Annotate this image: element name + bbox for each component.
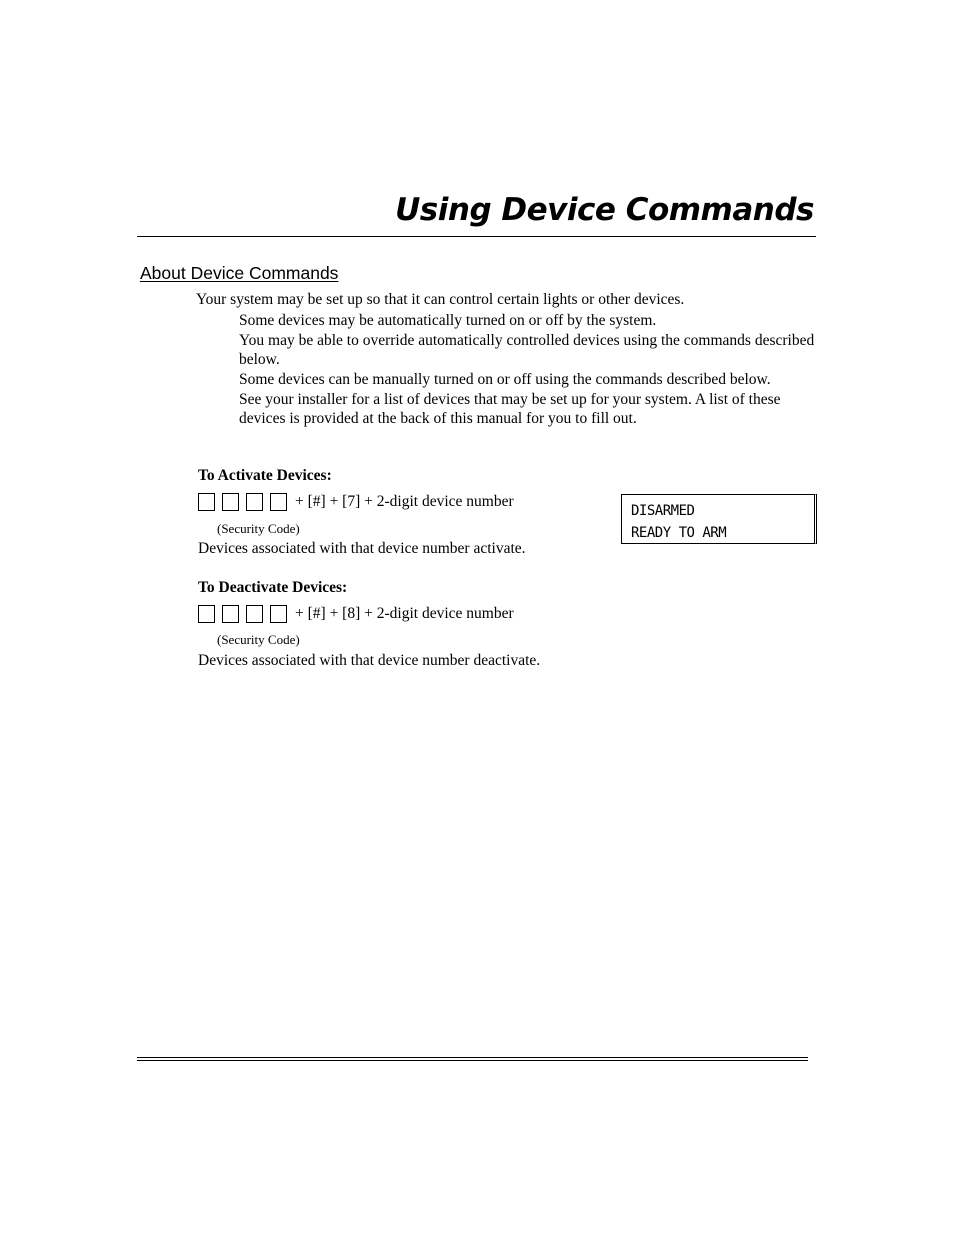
deactivate-key-sequence [198, 604, 514, 624]
list-item: You may be able to override automatically controlled devices using the commands described below. [239, 332, 815, 368]
activate-code-caption: (Security Code) [217, 521, 300, 536]
list-item: Some devices may be automatically turned on or off by the system. [239, 312, 657, 329]
bullet-list [239, 311, 819, 429]
security-code-digit-box [246, 605, 263, 623]
deactivate-command-text: + [#] + [8] + 2-digit device number [295, 605, 514, 622]
security-code-digit-box [198, 605, 215, 623]
lcd-line-2: READY TO ARM [631, 525, 727, 541]
deactivate-heading: To Deactivate Devices: [198, 579, 348, 596]
security-code-digit-box [222, 493, 239, 511]
title-rule [137, 236, 816, 237]
chapter-title: Using Device Commands [395, 192, 814, 228]
security-code-digit-box [270, 493, 287, 511]
security-code-digit-box [246, 493, 263, 511]
footer-rule [137, 1060, 808, 1061]
list-item: See your installer for a list of devices that may be set up for your system. A list of these devices is provided at the back of this manual for you to fill out. [239, 391, 781, 427]
section-heading: About Device Commands [140, 263, 339, 283]
activate-heading: To Activate Devices: [198, 467, 332, 484]
footer-rule [137, 1057, 808, 1058]
deactivate-code-caption: (Security Code) [217, 632, 300, 647]
security-code-digit-box [270, 605, 287, 623]
keypad-lcd-display [621, 494, 817, 544]
activate-key-sequence [198, 492, 514, 512]
activate-command-text: + [#] + [7] + 2-digit device number [295, 493, 514, 510]
security-code-digit-box [222, 605, 239, 623]
intro-text: Your system may be set up so that it can control certain lights or other devices. [196, 291, 685, 308]
lcd-line-1: DISARMED [631, 503, 695, 519]
activate-result-text: Devices associated with that device number activate. [198, 540, 526, 557]
deactivate-result-text: Devices associated with that device number deactivate. [198, 652, 541, 669]
list-item: Some devices can be manually turned on or off using the commands described below. [239, 371, 771, 388]
security-code-digit-box [198, 493, 215, 511]
